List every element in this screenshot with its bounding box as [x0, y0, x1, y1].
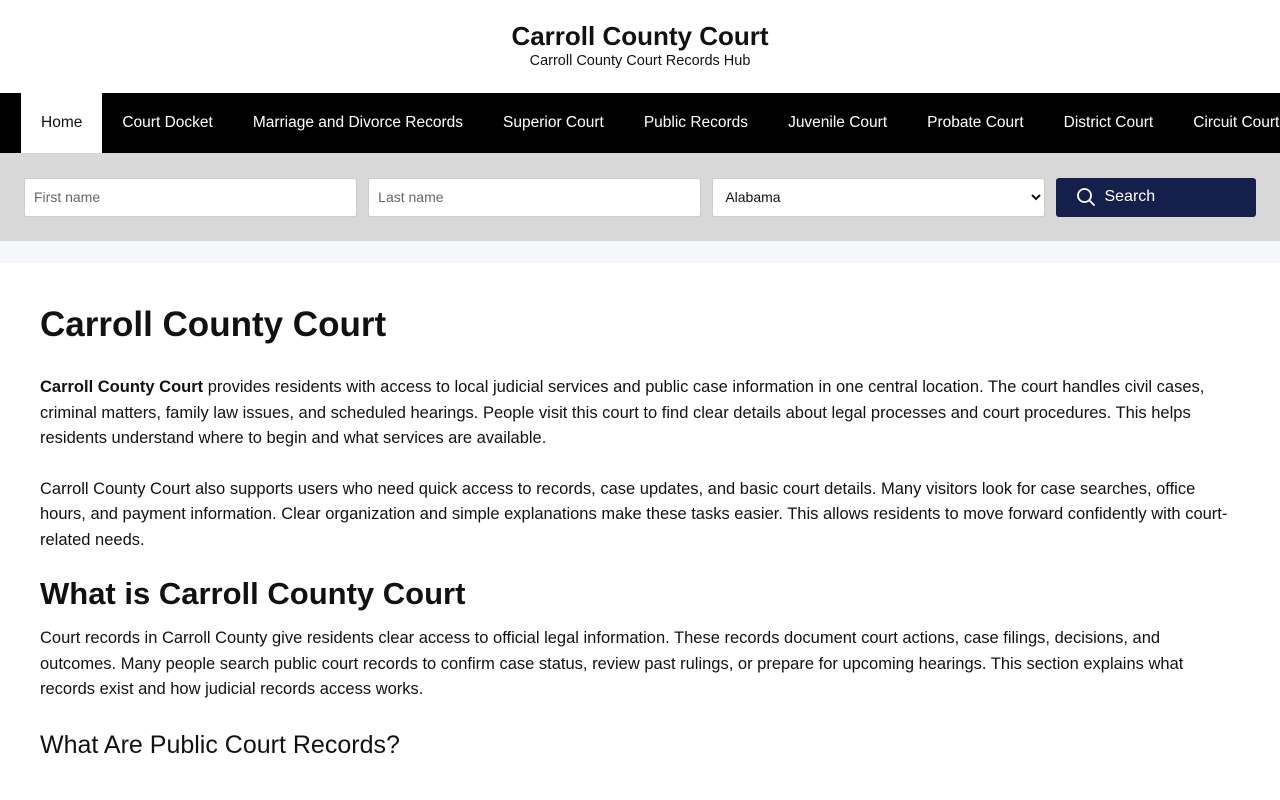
search-icon — [1076, 187, 1096, 207]
nav-public-records[interactable]: Public Records — [643, 114, 749, 131]
page-title: Carroll County Court — [40, 305, 387, 344]
paragraph-2: Carroll County Court also supports users who need quick access to records, case updates, and basic court details. Many visitors look for case searches, office hours, and payment information. Clear organization and simple explanations make these tasks easier. This allows residents to move forward confidently with court-related needs. — [40, 479, 1228, 549]
main-nav — [0, 93, 1280, 153]
search-bar — [0, 153, 1280, 241]
nav-court-docket[interactable]: Court Docket — [122, 114, 213, 131]
divider-strip — [0, 241, 1280, 263]
nav-superior-court[interactable]: Superior Court — [503, 114, 604, 131]
nav-district-court[interactable]: District Court — [1063, 114, 1154, 131]
search-button-label: Search — [1104, 188, 1156, 205]
first-name-input[interactable] — [24, 178, 357, 217]
site-title[interactable]: Carroll County Court — [511, 21, 769, 51]
intro-bold: Carroll County Court — [40, 378, 204, 396]
state-select[interactable] — [712, 178, 1045, 217]
nav-marriage-divorce-records[interactable]: Marriage and Divorce Records — [252, 114, 464, 131]
last-name-input[interactable] — [368, 178, 701, 217]
search-button[interactable] — [1056, 178, 1256, 217]
main-content — [0, 263, 1280, 760]
nav-home[interactable]: Home — [21, 93, 102, 153]
site-subtitle: Carroll County Court Records Hub — [529, 53, 751, 69]
intro-text: provides residents with access to local judicial services and public case information in one central location. The court handles civil cases, criminal matters, family law issues, and scheduled hearings. People visit this court to find clear details about legal processes and court procedures. This helps residents understand where to begin and what services are available. — [40, 378, 1205, 447]
site-header — [0, 0, 1280, 93]
section-heading: What is Carroll County Court — [40, 576, 466, 611]
intro-paragraph — [40, 375, 1240, 452]
subsection-heading: What Are Public Court Records? — [40, 730, 400, 759]
nav-circuit-court[interactable]: Circuit Court — [1193, 114, 1280, 131]
nav-juvenile-court[interactable]: Juvenile Court — [788, 114, 888, 131]
paragraph-3: Court records in Carroll County give residents clear access to official legal information. These records document court actions, case filings, decisions, and outcomes. Many people search public court records to confirm case status, review past rulings, or prepare for upcoming hearings. This section explains what records exist and how judicial records access works. — [40, 629, 1184, 698]
nav-probate-court[interactable]: Probate Court — [927, 114, 1024, 131]
